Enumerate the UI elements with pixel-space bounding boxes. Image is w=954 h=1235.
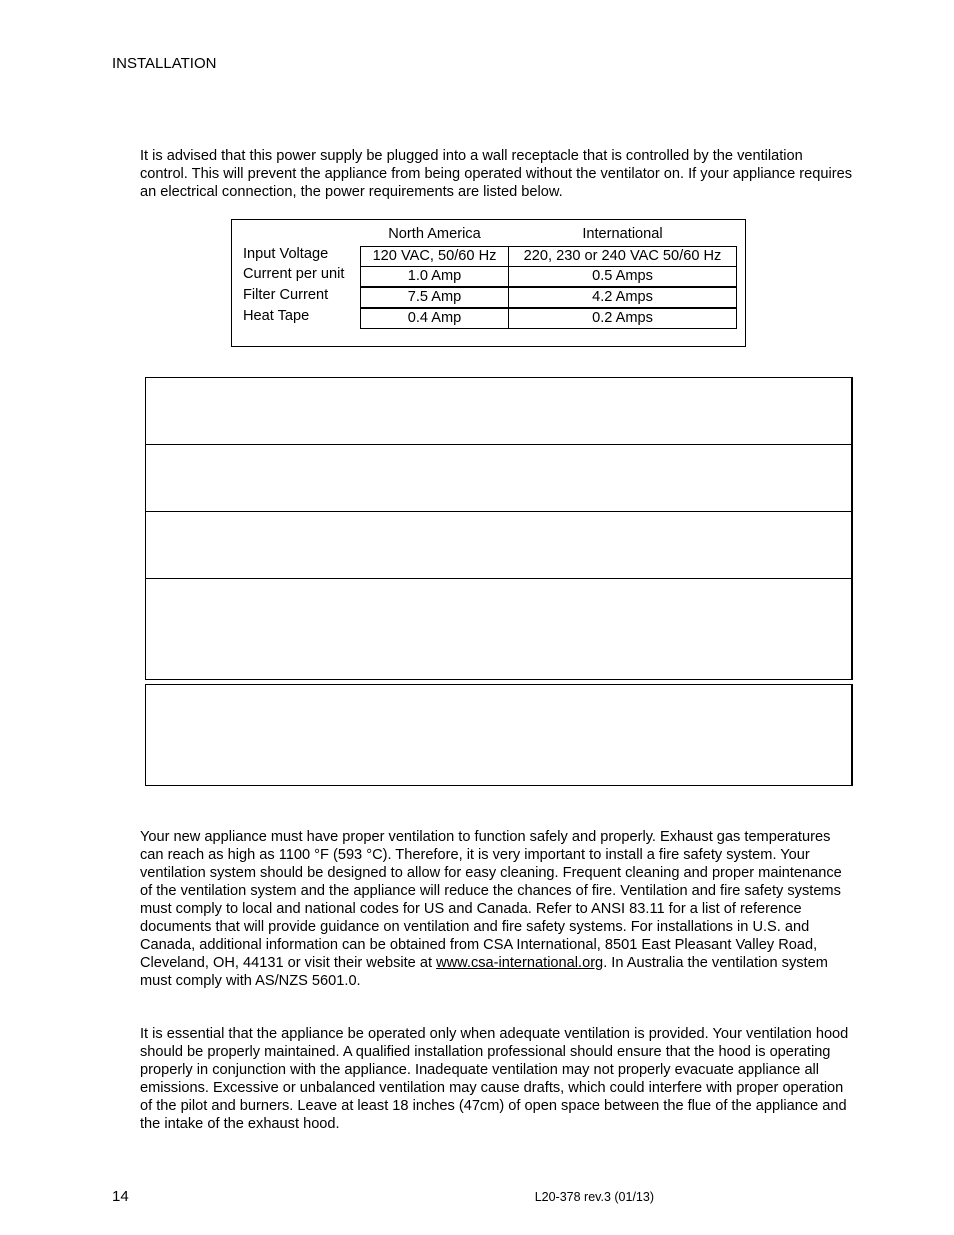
section-header: INSTALLATION: [112, 55, 217, 72]
cell-current-per-unit-int: 0.5 Amps: [508, 266, 737, 287]
cell-current-per-unit-na: 1.0 Amp: [360, 266, 509, 287]
cell-heat-tape-int: 0.2 Amps: [508, 308, 737, 329]
intro-paragraph: It is advised that this power supply be plugged into a wall receptacle that is controlled by the ventilation control. This will prevent the appliance from being operated without the ventilator on. If your appliance requires an electrical connection, the power requirements are listed below.: [140, 148, 852, 200]
cell-input-voltage-int: 220, 230 or 240 VAC 50/60 Hz: [508, 246, 737, 267]
ventilation-paragraph: [140, 828, 852, 990]
document-id: L20-378 rev.3 (01/13): [534, 1190, 654, 1204]
row-label-filter-current: Filter Current: [243, 287, 329, 303]
page-number: 14: [112, 1188, 129, 1205]
notice-box-5: [145, 684, 853, 786]
ventilation-text-end: . In Australia the ventilation system must comply with AS/NZS 5601.0.: [140, 955, 828, 989]
operation-paragraph: It is essential that the appliance be operated only when adequate ventilation is provided. Your ventilation hood should be properly maintained. A qualified installation professional should ensure that the hood is operating properly in conjunction with the appliance. Inadequate ventilation may not properly evacuate appliance all emissions. Excessive or unbalanced ventilation may cause drafts, which could interfere with proper operation of the pilot and burners. Leave at least 18 inches (47cm) of open space between the flue of the appliance and the intake of the exhaust hood.: [140, 1026, 849, 1132]
csa-website-link[interactable]: www.csa-international.org: [436, 955, 604, 971]
cell-input-voltage-na: 120 VAC, 50/60 Hz: [360, 246, 509, 267]
notice-box-3: [145, 511, 853, 579]
row-label-input-voltage: Input Voltage: [243, 246, 329, 262]
cell-filter-current-na: 7.5 Amp: [360, 287, 509, 308]
column-header-international: International: [582, 226, 663, 242]
row-label-heat-tape: Heat Tape: [243, 308, 310, 324]
notice-box-2: [145, 444, 853, 512]
notice-box-4: [145, 578, 853, 680]
row-label-current-per-unit: Current per unit: [243, 266, 345, 282]
ventilation-text: Your new appliance must have proper ventilation to function safely and properly. Exhaust gas temperatures can reach as high as 1100 °F (593 °C). Therefore, it is very important to install a fire safety system. Your ventilation system should be designed to allow for easy cleaning. Frequent cleaning and proper maintenance of the ventilation system and the appliance will reduce the chances of fire. Ventilation and fire safety systems must comply to local and national codes for US and Canada. Refer to ANSI 83.11 for a list of reference documents that will provide guidance on ventilation and fire safety systems. For installations in U.S. and Canada, additional information can be obtained from CSA International, 8501 East Pleasant Valley Road, Cleveland, OH, 44131 or visit their website at: [140, 829, 842, 971]
cell-filter-current-int: 4.2 Amps: [508, 287, 737, 308]
column-header-north-america: North America: [388, 226, 481, 242]
cell-heat-tape-na: 0.4 Amp: [360, 308, 509, 329]
notice-box-1: [145, 377, 853, 445]
